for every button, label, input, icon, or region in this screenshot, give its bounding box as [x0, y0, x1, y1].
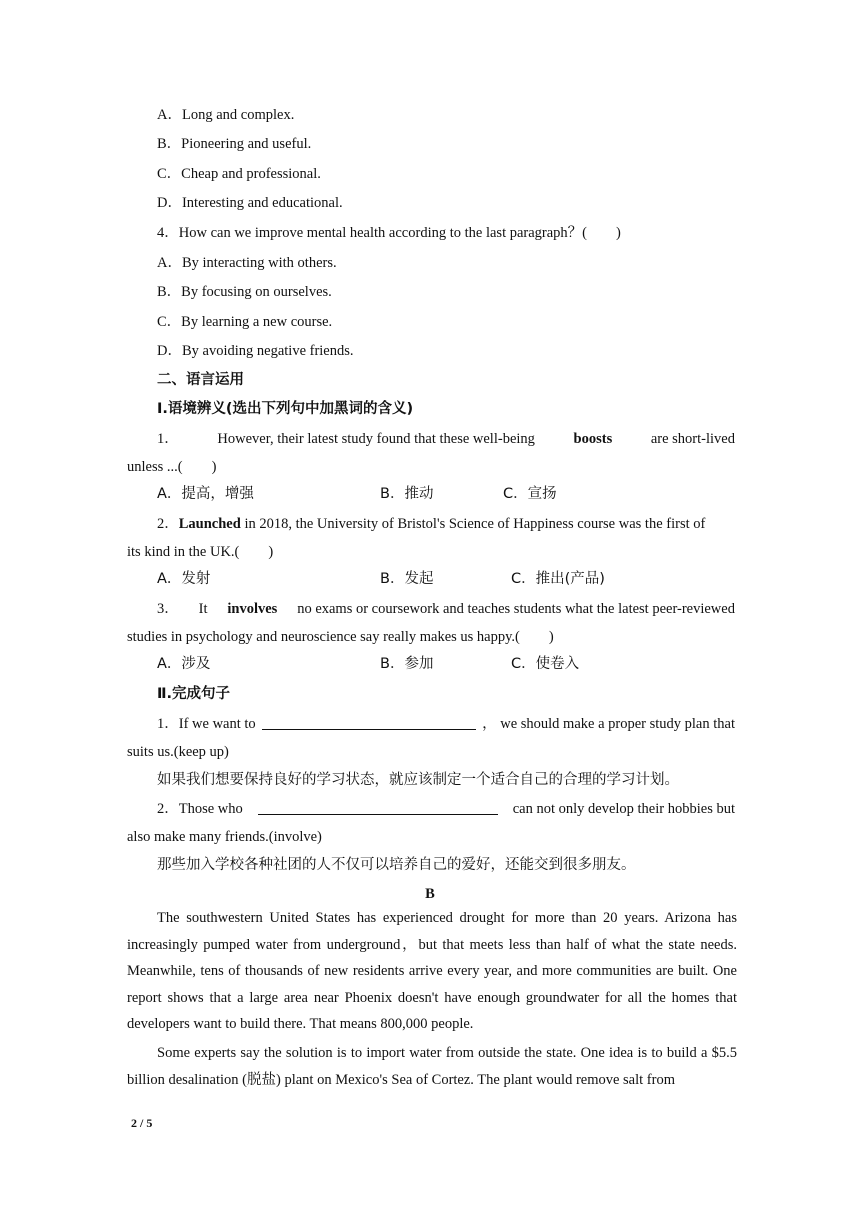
sentence2-text-after: can not only develop their hobbies but — [512, 801, 735, 817]
item2-option-c: C．推出(产品) — [511, 571, 605, 587]
passage-b-title: B — [425, 886, 435, 902]
q3-option-b: B．Pioneering and useful. — [157, 136, 312, 152]
item1-option-a: A．提高，增强 — [157, 486, 254, 502]
item3-option-b: B．参加 — [380, 656, 434, 672]
q4-option-d: D．By avoiding negative friends. — [157, 343, 354, 359]
q3-option-a: A．Long and complex. — [157, 107, 295, 123]
item2-line1 — [157, 515, 705, 533]
q4-question: 4．How can we improve mental health according to the last paragraph？( ) — [157, 225, 621, 241]
passage-b-paragraph-1: The southwestern United States has experienced drought for more than 20 years. Arizona has increasingly pumped water from underground，but that meets less than half of what the state needs. Meanwhile, tens of thousands of new residents arrive every year, and more communities are built. One report shows that a large area near Phoenix doesn't have enough groundwater for all the homes that developers want to build there. That means 800,000 people. — [127, 910, 737, 1032]
item1-text-before: However, their latest study found that these well-being — [217, 431, 535, 447]
item1-num: 1． — [157, 431, 179, 447]
item2-line2: its kind in the UK.( ) — [127, 544, 274, 560]
q4-option-a: A．By interacting with others. — [157, 255, 337, 271]
sentence1-line2: suits us.(keep up) — [127, 744, 229, 760]
sentence2-text-before: 2．Those who — [157, 801, 243, 817]
item3-text-before: It — [198, 601, 208, 617]
item2-text-after: in 2018, the University of Bristol's Science of Happiness course was the first of — [240, 516, 706, 532]
item2-num: 2． — [157, 516, 179, 532]
item1-text-after: are short-lived — [650, 431, 735, 447]
passage-b-paragraph-2: Some experts say the solution is to import water from outside the state. One idea is to build a $5.5 billion desalination (脱盐) plant on Mexico's Sea of Cortez. The plant would remove salt from — [127, 1045, 737, 1088]
section-heading-language-use: 二、语言运用 — [157, 372, 244, 388]
item3-text-after: no exams or coursework and teaches students what the latest peer-reviewed — [297, 601, 735, 617]
sentence2-line2: also make many friends.(involve) — [127, 829, 322, 845]
sentence1-text-before: 1．If we want to — [157, 716, 256, 732]
q3-option-d: D．Interesting and educational. — [157, 195, 343, 211]
item1-option-b: B．推动 — [380, 486, 434, 502]
item1-bold-word: boosts — [573, 431, 613, 447]
q4-option-b: B．By focusing on ourselves. — [157, 284, 332, 300]
item1-line2: unless ...( ) — [127, 459, 217, 475]
item3-option-a: A．涉及 — [157, 656, 211, 672]
page-number: 2 / 5 — [131, 1116, 153, 1130]
sentence1-blank[interactable] — [262, 715, 476, 730]
item2-option-b: B．发起 — [380, 571, 434, 587]
item2-bold-word: Launched — [178, 516, 241, 532]
part2-heading: Ⅱ.完成句子 — [157, 686, 231, 702]
item3-option-c: C．使卷入 — [511, 656, 580, 672]
item3-line1 — [127, 600, 735, 618]
item3-num: 3． — [157, 601, 179, 617]
item3-line2: studies in psychology and neuroscience say really makes us happy.( ) — [127, 629, 554, 645]
item1-option-c: C．宣扬 — [503, 486, 557, 502]
sentence1-text-after: ， we should make a proper study plan that — [482, 716, 735, 732]
item1-line1 — [127, 430, 735, 448]
item3-bold-word: involves — [227, 601, 278, 617]
part1-heading: Ⅰ.语境辨义(选出下列句中加黑词的含义) — [157, 401, 414, 417]
sentence2-translation: 那些加入学校各种社团的人不仅可以培养自己的爱好，还能交到很多朋友。 — [157, 857, 636, 873]
item2-option-a: A．发射 — [157, 571, 211, 587]
q3-option-c: C．Cheap and professional. — [157, 166, 321, 182]
sentence2-blank[interactable] — [258, 800, 498, 815]
sentence2-line1 — [127, 800, 735, 818]
sentence1-translation: 如果我们想要保持良好的学习状态，就应该制定一个适合自己的合理的学习计划。 — [157, 772, 679, 788]
sentence1-line1 — [127, 715, 735, 733]
q4-option-c: C．By learning a new course. — [157, 314, 333, 330]
